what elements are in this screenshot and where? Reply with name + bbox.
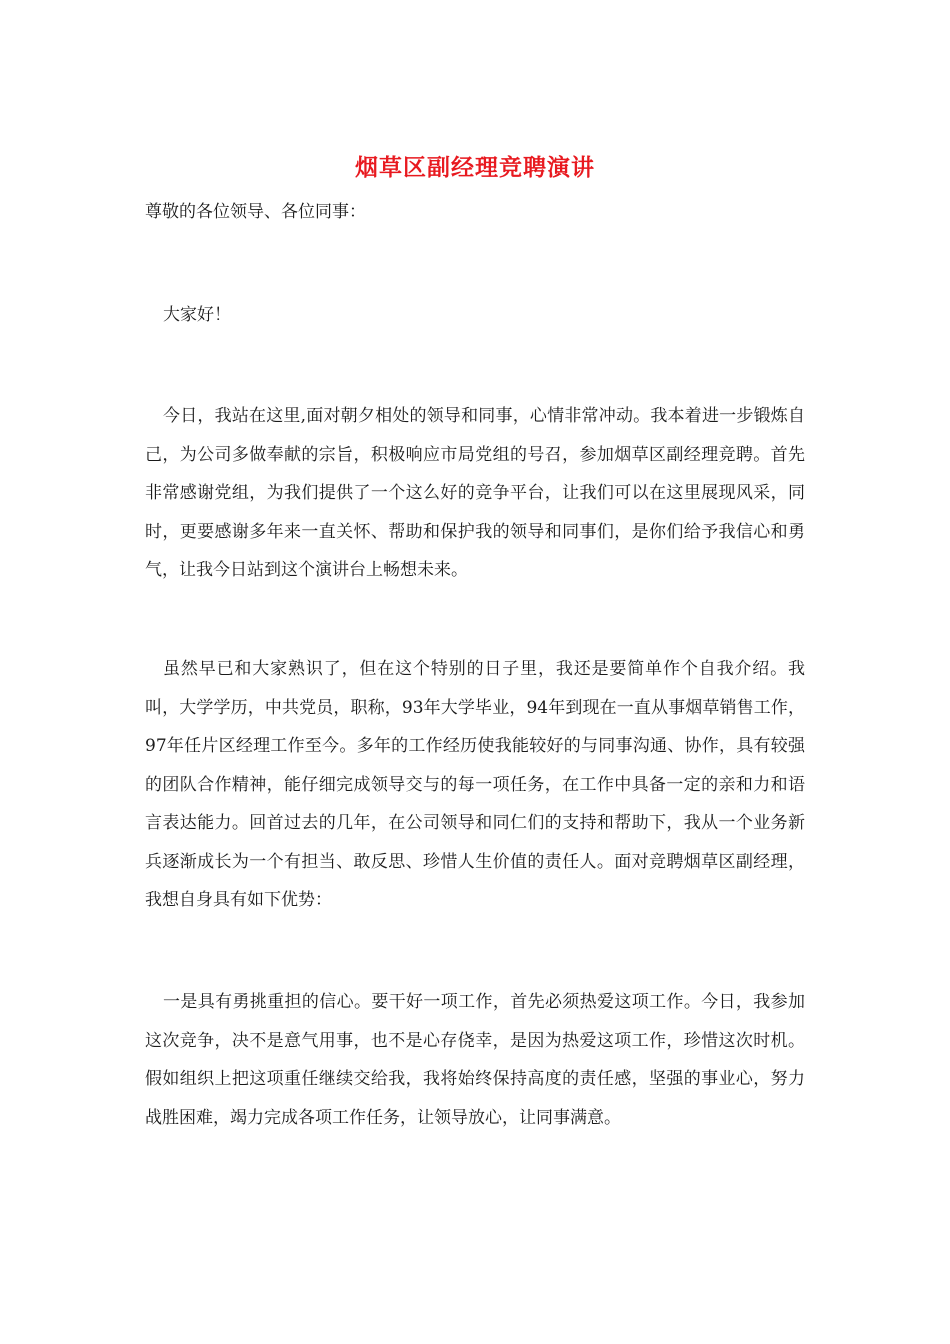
salutation: 尊敬的各位领导、各位同事：: [145, 202, 366, 222]
greeting: 大家好！: [163, 305, 231, 325]
paragraph-opening: 今日，我站在这里,面对朝夕相处的领导和同事，心情非常冲动。我本着进一步锻炼自己，为公司多做奉献的宗旨，积极响应市局党组的号召，参加烟草区副经理竞聘。首先非常感谢党组，为我们提供了一个这么好的竞争平台，让我们可以在这里展现风采，同时，更要感谢多年来一直关怀、帮助和保护我的领导和同事们，是你们给予我信心和勇气，让我今日站到这个演讲台上畅想未来。: [145, 406, 805, 580]
paragraph-advantage-one: 一是具有勇挑重担的信心。要干好一项工作，首先必须热爱这项工作。今日，我参加这次竞争，决不是意气用事，也不是心存侥幸，是因为热爱这项工作，珍惜这次时机。假如组织上把这项重任继续交给我，我将始终保持高度的责任感，坚强的事业心，努力战胜困难，竭力完成各项工作任务，让领导放心，让同事满意。: [145, 992, 805, 1128]
paragraph-self-introduction: 虽然早已和大家熟识了，但在这个特别的日子里，我还是要简单作个自我介绍。我叫，大学学历，中共党员，职称，93年大学毕业，94年到现在一直从事烟草销售工作，97年任片区经理工作至今。多年的工作经历使我能较好的与同事沟通、协作，具有较强的团队合作精神，能仔细完成领导交与的每一项任务，在工作中具备一定的亲和力和语言表达能力。回首过去的几年，在公司领导和同仁们的支持和帮助下，我从一个业务新兵逐渐成长为一个有担当、敢反思、珍惜人生价值的责任人。面对竞聘烟草区副经理，我想自身具有如下优势：: [145, 659, 805, 910]
document-title: 烟草区副经理竞聘演讲: [355, 154, 595, 181]
